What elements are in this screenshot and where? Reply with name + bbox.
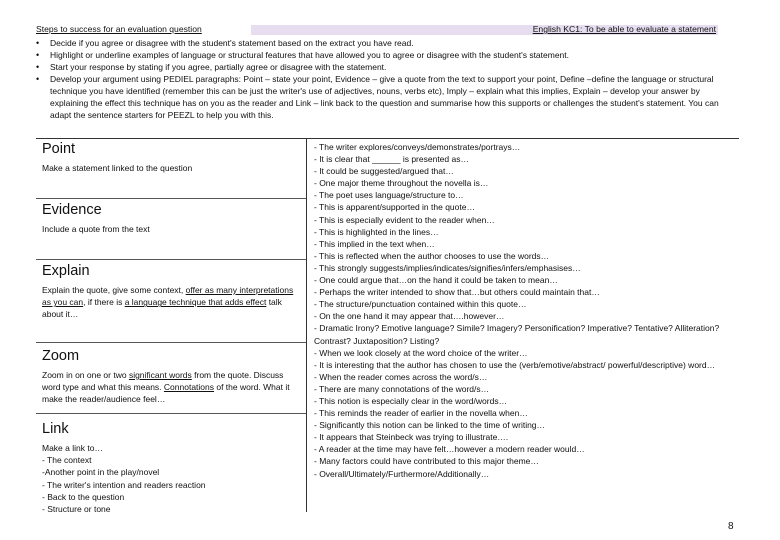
row-divider <box>36 198 306 199</box>
starter-item: - It could be suggested/argued that… <box>314 166 454 177</box>
starter-item: - The poet uses language/structure to… <box>314 190 464 201</box>
starter-item: - One could argue that…on the hand it could be taken to mean… <box>314 275 558 286</box>
section-evidence <box>42 202 303 235</box>
section-text: Zoom in on one or two significant words from the quote. Discuss word type and what this means. Connotations of the word. What it make the reader/audience feel… <box>42 370 290 405</box>
row-divider <box>36 342 306 343</box>
starter-item: - This strongly suggests/implies/indicates/signifies/infers/emphasises… <box>314 262 581 273</box>
starter-item: - Significantly this notion can be linked to the time of writing… <box>314 420 546 431</box>
starter-item: - On the one hand it may appear that….however… <box>314 311 505 322</box>
header-right-title: English KC1: To be able to evaluate a statement <box>532 24 716 34</box>
starter-item: - The writer explores/conveys/demonstrates/portrays… <box>314 142 521 152</box>
starter-item: - This is especially evident to the reader when… <box>314 214 495 225</box>
section-text: Include a quote from the text <box>42 224 150 234</box>
page-number: 8 <box>728 521 734 532</box>
section-text: Make a link to… - The context -Another point in the play/novel - The writer's intention and readers reaction - Back to the question - Structure or tone <box>42 443 206 515</box>
section-heading: Link <box>42 421 69 437</box>
starter-item: - A reader at the time may have felt…however a modern reader would… <box>314 444 585 455</box>
section-text: Explain the quote, give some context, offer as many interpretations as you can, if there is a language technique that adds effect talk about it… <box>42 285 294 320</box>
sentence-starters-list <box>314 141 739 480</box>
section-heading: Zoom <box>42 348 80 364</box>
starter-item: - When the reader comes across the word/s… <box>314 371 488 382</box>
starter-item: - Perhaps the writer intended to show that…but others could maintain that… <box>314 287 600 298</box>
starter-item: - When we look closely at the word choice of the writer… <box>314 347 528 358</box>
section-heading: Evidence <box>42 202 102 218</box>
section-heading: Point <box>42 141 76 157</box>
section-link <box>42 421 303 515</box>
column-divider <box>306 139 307 512</box>
starter-item: - This notion is especially clear in the word/words… <box>314 395 508 406</box>
starter-item: - This reminds the reader of earlier in the novella when… <box>314 408 528 419</box>
starter-item: - Dramatic Irony? Emotive language? Simile? Imagery? Personification? Imperative? Tentative? Alliteration? Contrast? Juxtaposition? Listing? <box>314 323 720 346</box>
step-item: • Decide if you agree or disagree with the student's statement based on the extract you have read. <box>36 37 731 49</box>
header-left-title: Steps to success for an evaluation question <box>36 24 202 34</box>
step-item: • Highlight or underline examples of language or structural features that have allowed you to agree or disagree with the student's statement. <box>36 49 731 61</box>
section-zoom <box>42 348 303 406</box>
row-divider <box>36 259 306 260</box>
steps-list <box>36 37 731 121</box>
header-bar <box>36 24 719 35</box>
starter-item: - Many factors could have contributed to this major theme… <box>314 456 539 467</box>
starter-item: - The structure/punctuation contained within this quote… <box>314 299 527 310</box>
step-item: • Develop your argument using PEDIEL paragraphs: Point – state your point, Evidence – give a quote from the text to support your point, Define –define the language or structural technique you have identified (remember this can be just the writer's use of adjectives, nouns, verbs etc), Imply – explain what this implies, Explain – develop your answer by explaining the effect this technique has on you as the reader and Link – link back to the question and summarise how this supports or challenges the student's statement. You can adapt the sentence starters for PEEZL to help you with this. <box>36 73 731 121</box>
starter-item: - Overall/Ultimately/Furthermore/Additionally… <box>314 468 490 479</box>
row-divider <box>36 413 306 414</box>
starter-item: - One major theme throughout the novella is… <box>314 178 489 189</box>
step-item: • Start your response by stating if you agree, partially agree or disagree with the statement. <box>36 61 731 73</box>
starter-item: - It is interesting that the author has chosen to use the (verb/emotive/abstract/ powerful/descriptive) word… <box>314 359 716 370</box>
section-text: Make a statement linked to the question <box>42 163 193 173</box>
peezl-table <box>36 138 739 515</box>
starter-item: - It is clear that ______ is presented as… <box>314 154 469 165</box>
starter-item: - It appears that Steinbeck was trying to illustrate…. <box>314 432 509 443</box>
starter-item: - This implied in the text when… <box>314 238 435 249</box>
starter-item: - This is apparent/supported in the quote… <box>314 202 475 213</box>
section-heading: Explain <box>42 263 90 279</box>
starter-item: - There are many connotations of the word/s… <box>314 383 490 394</box>
section-explain <box>42 263 303 321</box>
section-point <box>42 141 303 174</box>
starter-item: - This is reflected when the author chooses to use the words… <box>314 250 550 261</box>
starter-item: - This is highlighted in the lines… <box>314 226 439 237</box>
